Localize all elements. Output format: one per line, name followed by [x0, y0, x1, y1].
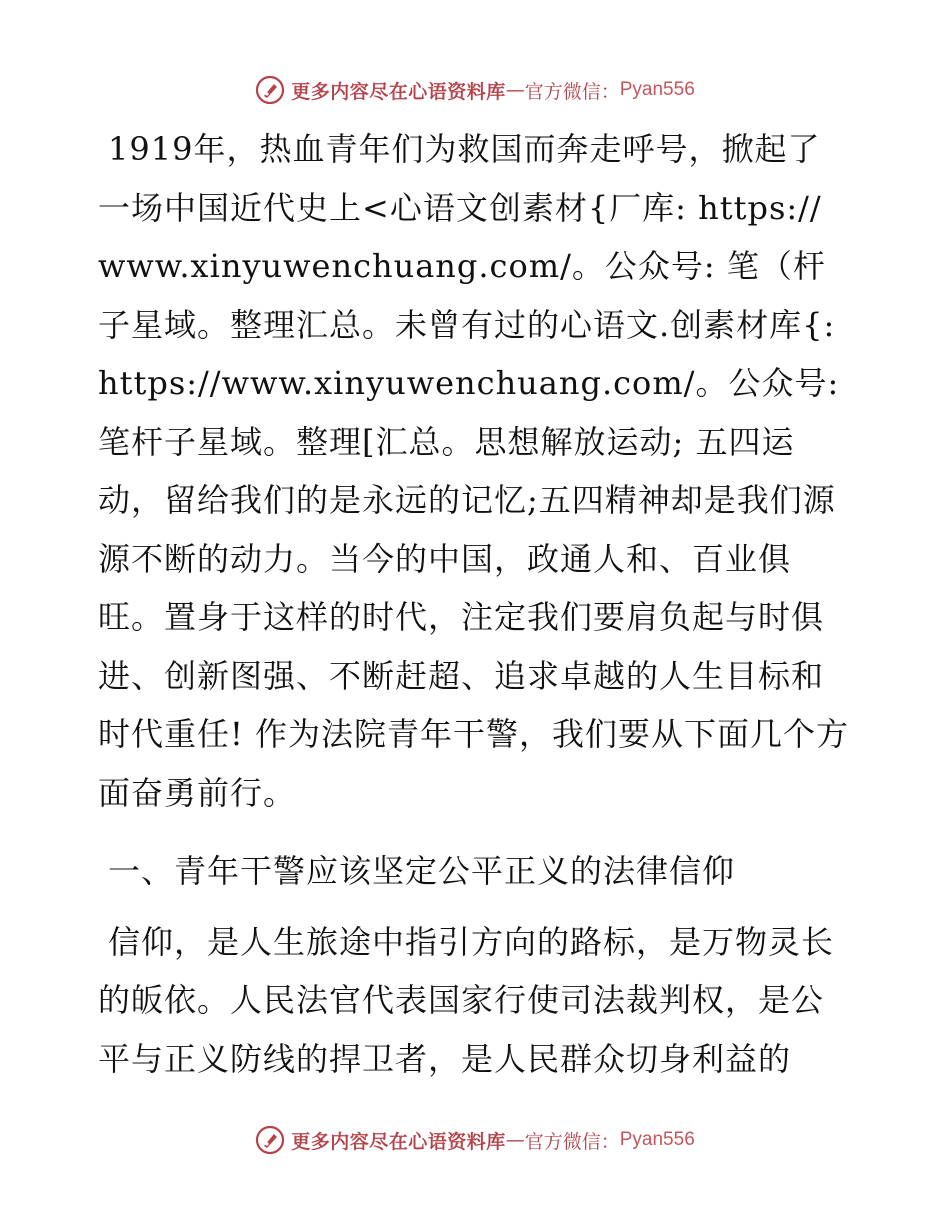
banner-title: 更多内容尽在心语资料库	[291, 80, 506, 103]
banner-separator: —	[505, 1129, 525, 1151]
document-body	[98, 120, 850, 1088]
banner-wechat-id: Pyan556	[619, 1129, 695, 1150]
pen-nib-circle-icon	[255, 75, 285, 105]
pen-nib-circle-icon	[255, 1125, 285, 1155]
section-heading-1: 一、青年干警应该坚定公平正义的法律信仰	[108, 852, 736, 890]
header-banner	[0, 70, 950, 110]
banner-wechat-label: 官方微信：	[524, 80, 620, 103]
banner-wechat-label: 官方微信：	[524, 1130, 620, 1153]
banner-title: 更多内容尽在心语资料库	[291, 1130, 506, 1153]
banner-wechat-id: Pyan556	[619, 79, 695, 100]
banner-separator: —	[505, 79, 525, 101]
footer-banner	[0, 1120, 950, 1160]
paragraph-intro: 1919年，热血青年们为救国而奔走呼号，掀起了一场中国近代史上<心语文创素材{厂库: https://www.xinyuwenchuang.com/。公众号: 笔（杆子星域。整理汇总。未曾有过的心语文.创素材库{: https://www.xinyuwenchuang.com/。公众号: 笔杆子星域。整理[汇总。思想解放运动; 五四运动，留给我们的是永远的记忆;五四精神却是我们源源不断的动力。当今的中国，政通人和、百业俱旺。置身于这样的时代，注定我们要肩负起与时俱进、创新图强、不断赶超、追求卓越的人生目标和时代重任! 作为法院青年干警，我们要从下面几个方面奋勇前行。	[98, 130, 850, 812]
paragraph-faith: 信仰，是人生旅途中指引方向的路标，是万物灵长的皈依。人民法官代表国家行使司法裁判权，是公平与正义防线的捍卫者，是人民群众切身利益的	[98, 922, 835, 1078]
